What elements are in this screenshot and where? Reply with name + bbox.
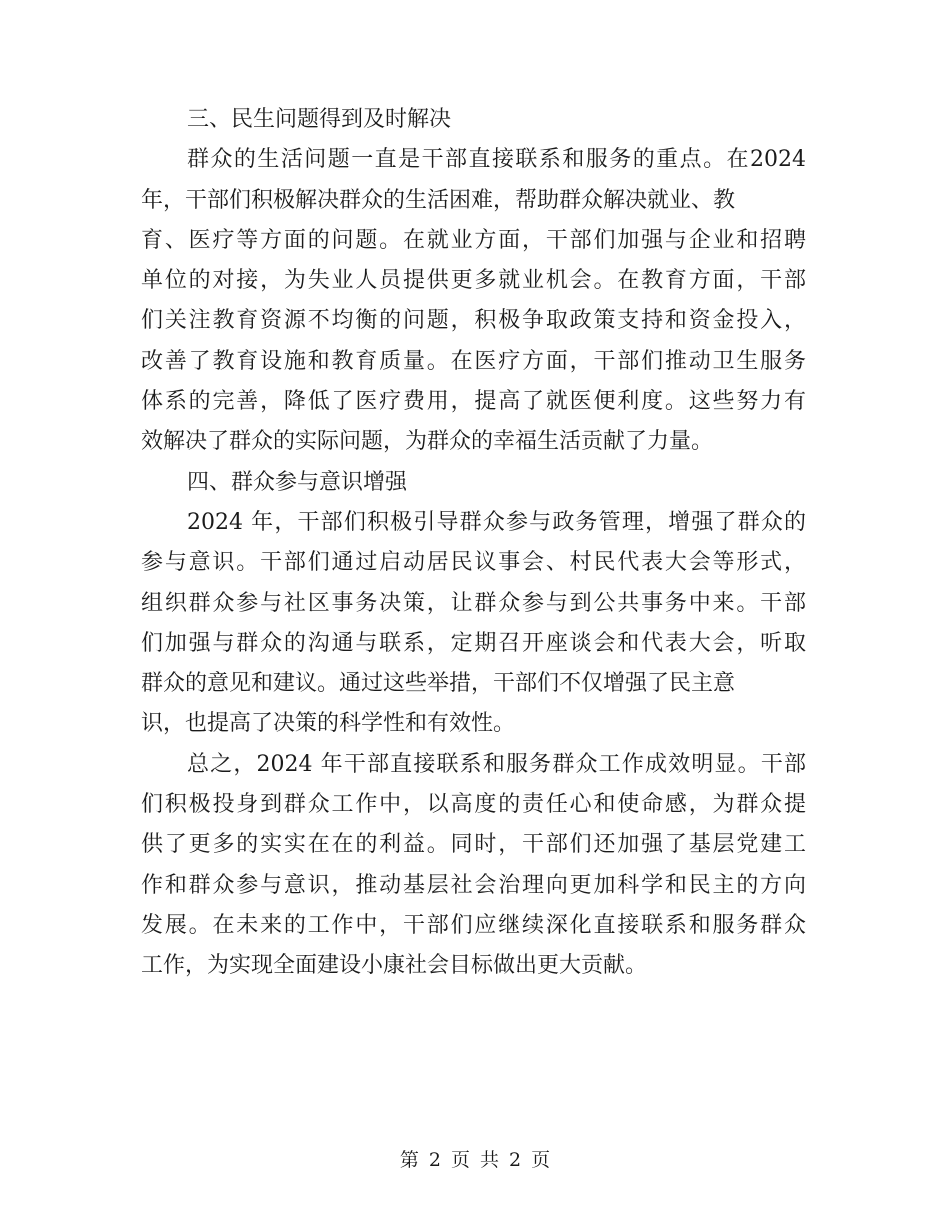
text-line: 发展。在未来的工作中，干部们应继续深化直接联系和服务群众: [141, 912, 806, 938]
text-line: 识，也提高了决策的科学性和有效性。: [141, 711, 516, 737]
page-footer: 第 2 页 共 2 页: [399, 1149, 551, 1171]
text-line: 总之，2024 年干部直接联系和服务群众工作成效明显。干部: [187, 751, 806, 777]
text-line: 群众的生活问题一直是干部直接联系和服务的重点。在2024: [187, 147, 806, 173]
text-line: 2024 年，干部们积极引导群众参与政务管理，增强了群众的: [187, 509, 806, 535]
text-line: 四、群众参与意识增强: [187, 469, 408, 495]
text-line: 体系的完善，降低了医疗费用，提高了就医便利度。这些努力有: [141, 389, 806, 415]
text-line: 工作，为实现全面建设小康社会目标做出更大贡献。: [141, 953, 648, 979]
text-line: 组织群众参与社区事务决策，让群众参与到公共事务中来。干部: [141, 590, 806, 616]
text-line: 供了更多的实实在在的利益。同时，干部们还加强了基层党建工: [141, 832, 806, 858]
text-line: 改善了教育设施和教育质量。在医疗方面，干部们推动卫生服务: [141, 348, 806, 374]
text-line: 三、民生问题得到及时解决: [187, 107, 452, 132]
text-line: 单位的对接，为失业人员提供更多就业机会。在教育方面，干部: [141, 268, 806, 294]
text-line: 群众的意见和建议。通过这些举措，干部们不仅增强了民主意: [141, 671, 736, 697]
text-line: 们关注教育资源不均衡的问题，积极争取政策支持和资金投入，: [141, 308, 806, 334]
text-line: 效解决了群众的实际问题，为群众的幸福生活贡献了力量。: [141, 429, 714, 455]
document-body: [141, 100, 806, 987]
text-line: 年，干部们积极解决群众的生活困难，帮助群众解决就业、教: [141, 187, 736, 213]
text-line: 们积极投身到群众工作中，以高度的责任心和使命感，为群众提: [141, 792, 806, 818]
text-line: 参与意识。干部们通过启动居民议事会、村民代表大会等形式，: [141, 550, 806, 576]
text-line: 们加强与群众的沟通与联系，定期召开座谈会和代表大会，听取: [141, 630, 806, 656]
text-line: 育、医疗等方面的问题。在就业方面，干部们加强与企业和招聘: [141, 227, 806, 253]
text-line: 作和群众参与意识，推动基层社会治理向更加科学和民主的方向: [141, 872, 806, 898]
